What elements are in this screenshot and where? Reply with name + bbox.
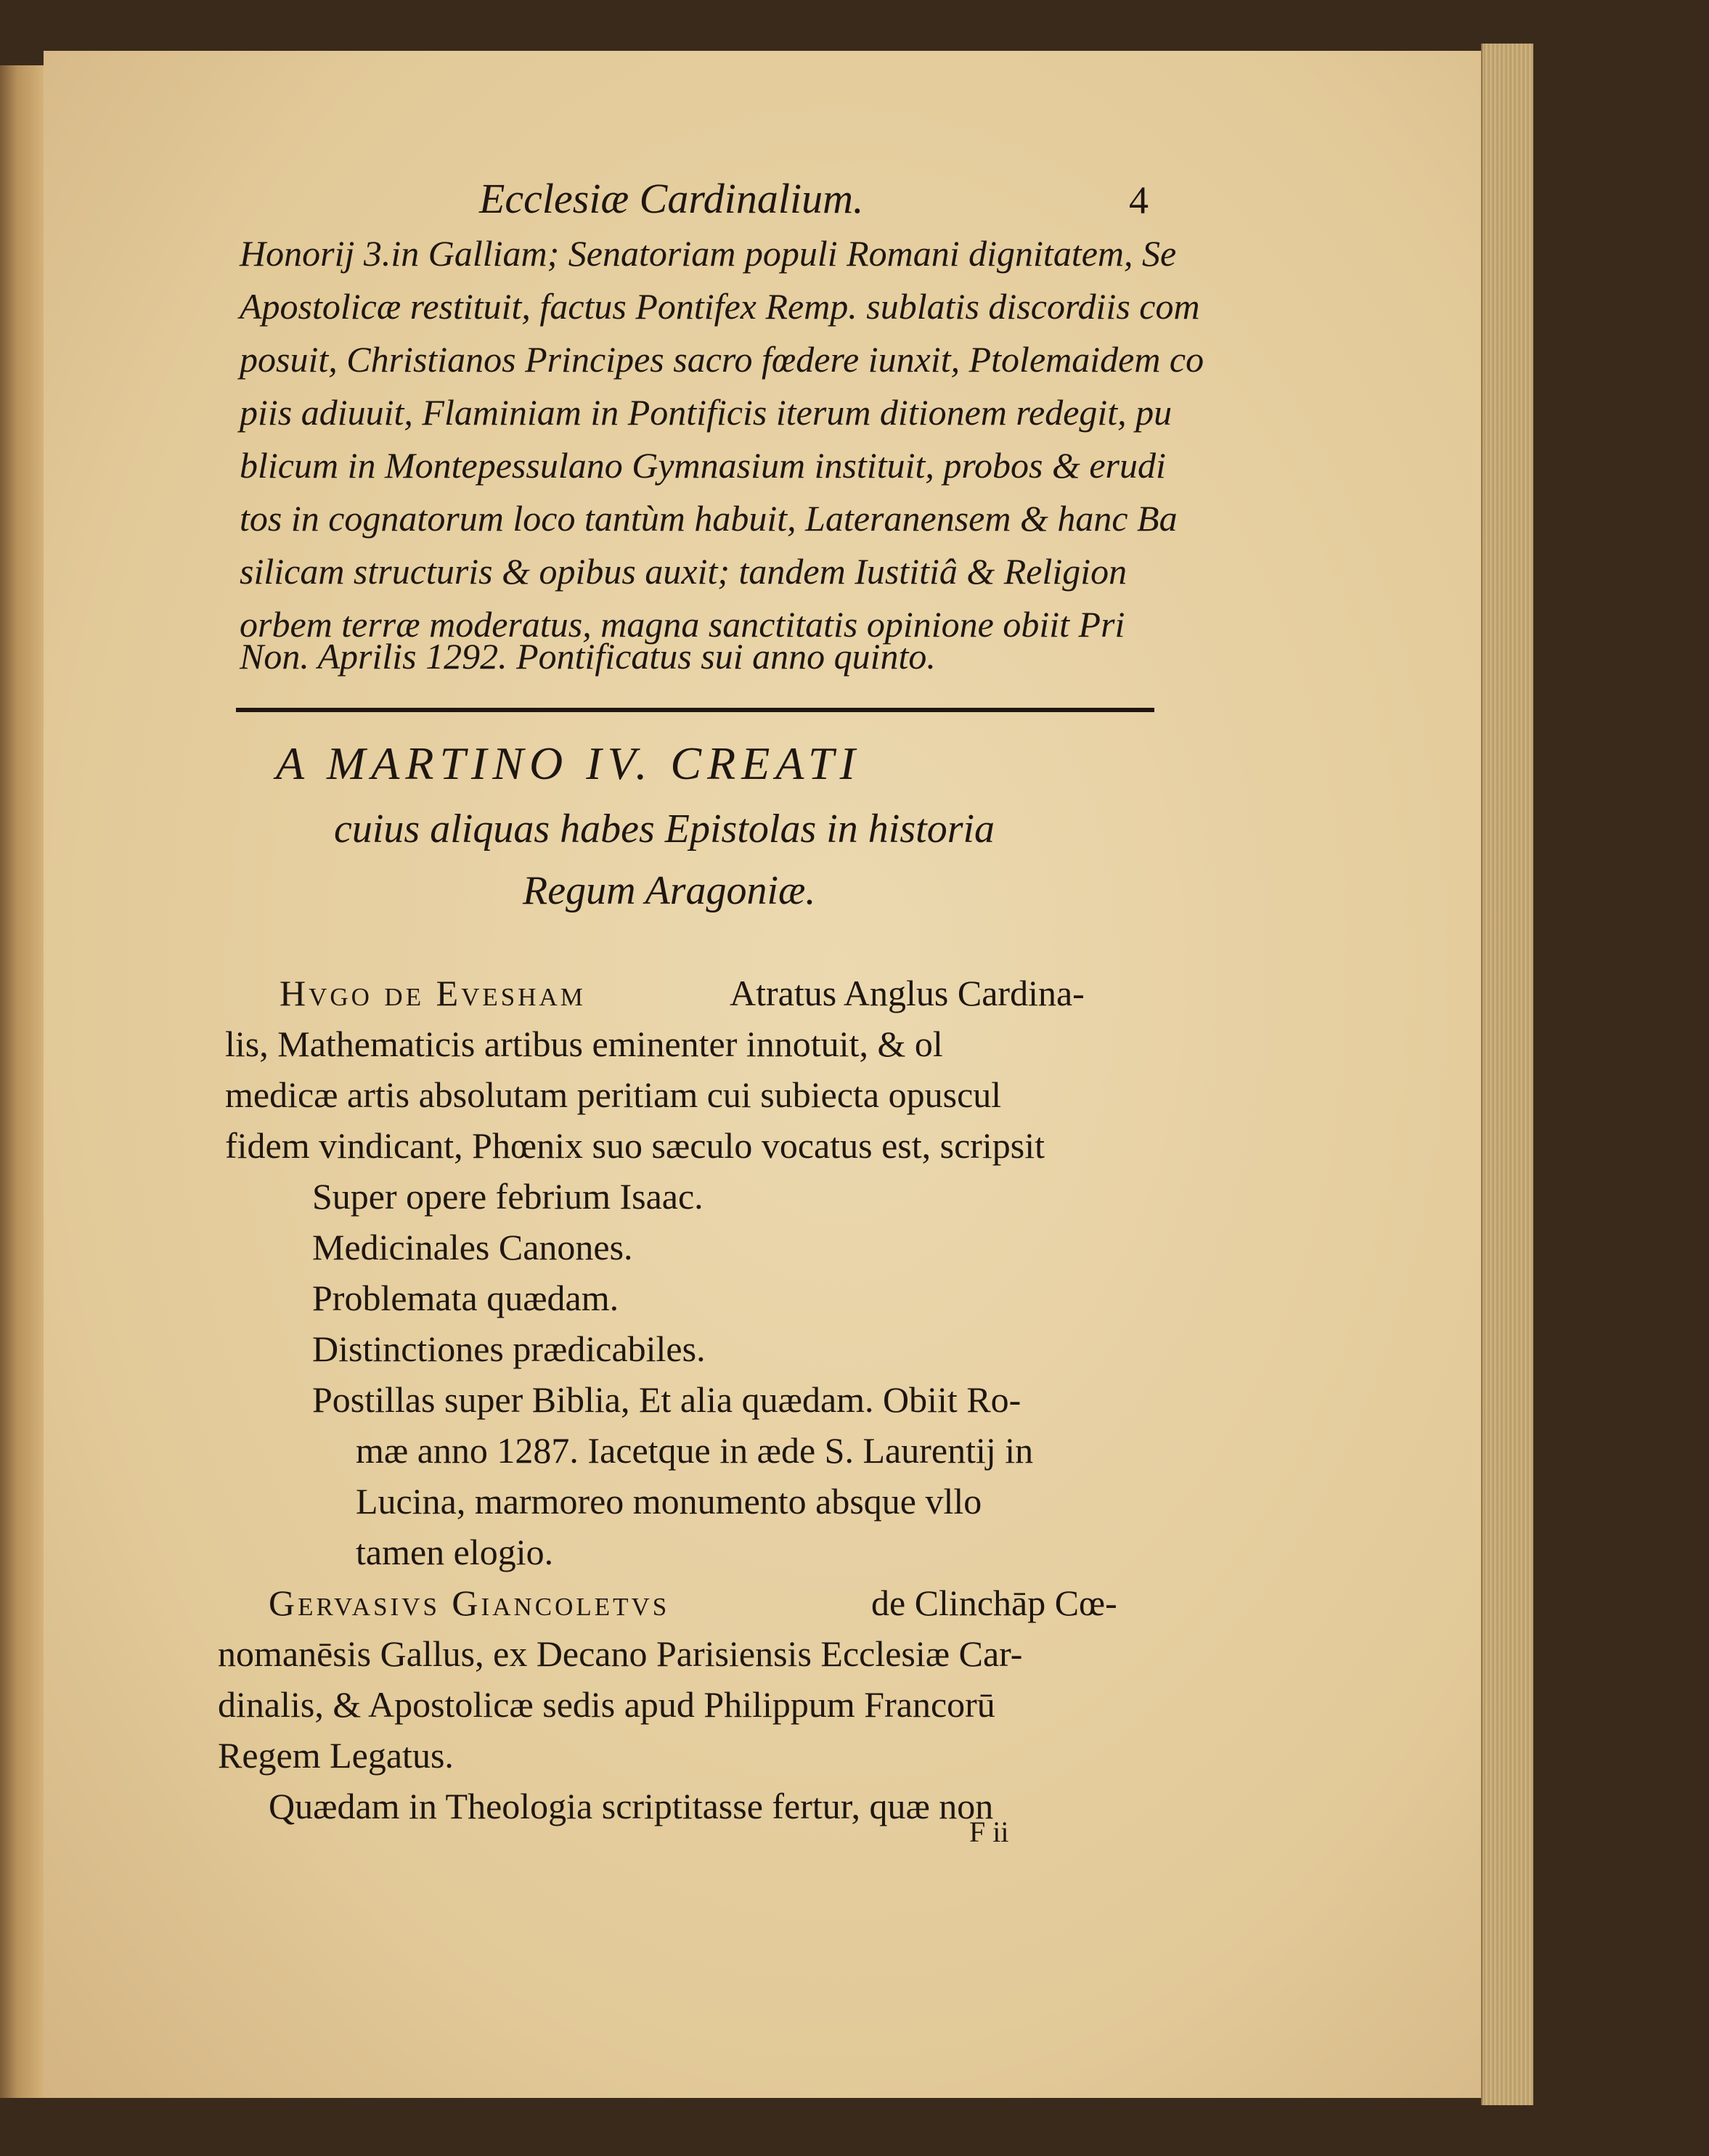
entry-line: Atratus Anglus Cardina-: [730, 973, 1085, 1013]
work-item: Postillas super Biblia, Et alia quædam. Obiit Ro-: [312, 1379, 1021, 1420]
paragraph-line: Apostolicæ restituit, factus Pontifex Remp. sublatis discordiis com: [240, 286, 1200, 327]
work-item: Problemata quædam.: [312, 1278, 619, 1318]
paragraph-line: orbem terræ moderatus, magna sanctitatis opinione obiit Pri: [240, 604, 1125, 645]
entry-name: Hvgo de Evesham: [280, 973, 586, 1013]
entry-line: medicæ artis absolutam peritiam cui subiecta opuscul: [225, 1074, 1002, 1115]
paragraph-line: tos in cognatorum loco tantùm habuit, Lateranensem & hanc Ba: [240, 498, 1178, 539]
paragraph-line: silicam structuris & opibus auxit; tandem Iustitiâ & Religion: [240, 551, 1127, 592]
entry-line: Regem Legatus.: [218, 1735, 454, 1776]
section-subheading: cuius aliquas habes Epistolas in historia: [334, 807, 995, 852]
page-edges: [1481, 44, 1533, 2105]
work-item: Lucina, marmoreo monumento absque vllo: [356, 1481, 982, 1522]
work-item: tamen elogio.: [356, 1532, 554, 1572]
left-page-edge: [0, 65, 46, 2098]
paragraph-line: blicum in Montepessulano Gymnasium instituit, probos & erudi: [240, 445, 1166, 486]
paragraph-line: Honorij 3.in Galliam; Senatoriam populi Romani dignitatem, Se: [240, 233, 1177, 274]
work-item: mæ anno 1287. Iacetque in æde S. Laurentij in: [356, 1430, 1034, 1471]
work-item: Distinctiones prædicabiles.: [312, 1328, 706, 1369]
running-title: Ecclesiæ Cardinalium.: [479, 175, 864, 222]
entry-line: fidem vindicant, Phœnix suo sæculo vocatus est, scripsit: [225, 1125, 1045, 1166]
paragraph-line: piis adiuuit, Flaminiam in Pontificis iterum ditionem redegit, pu: [240, 392, 1172, 433]
section-subheading: Regum Aragoniæ.: [523, 868, 816, 913]
continuation-line: Quædam in Theologia scriptitasse fertur, quæ non: [269, 1786, 994, 1826]
work-item: Super opere febrium Isaac.: [312, 1176, 703, 1217]
page-number: 4: [1129, 179, 1149, 222]
paragraph-line: posuit, Christianos Principes sacro fœdere iunxit, Ptolemaidem co: [240, 339, 1204, 380]
work-item: Medicinales Canones.: [312, 1227, 633, 1267]
paragraph-line: Non. Aprilis 1292. Pontificatus sui anno quinto.: [240, 636, 936, 677]
section-heading: A MARTINO IV. CREATI: [276, 738, 861, 789]
section-rule: [236, 708, 1154, 712]
entry-line: nomanēsis Gallus, ex Decano Parisiensis Ecclesiæ Car-: [218, 1633, 1023, 1674]
entry-line: lis, Mathematicis artibus eminenter innotuit, & ol: [225, 1024, 943, 1064]
entry-line: de Clinchāp Cœ-: [871, 1583, 1117, 1623]
entry-line: dinalis, & Apostolicæ sedis apud Philippum Francorū: [218, 1684, 995, 1725]
signature-mark: F ii: [969, 1816, 1009, 1848]
entry-name: Gervasivs Giancoletvs: [269, 1583, 670, 1623]
